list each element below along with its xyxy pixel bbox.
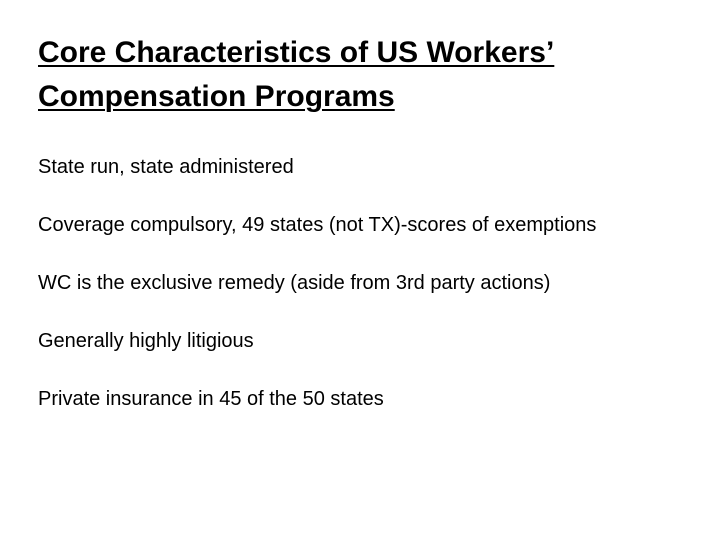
slide-title: Core Characteristics of US Workers’ Compensation Programs [38, 36, 555, 113]
bullet-item: WC is the exclusive remedy (aside from 3rd party actions) [38, 272, 551, 294]
bullet-item: Private insurance in 45 of the 50 states [38, 388, 384, 410]
bullet-item: Coverage compulsory, 49 states (not TX)-scores of exemptions [38, 214, 597, 236]
bullet-item: State run, state administered [38, 156, 294, 178]
bullet-list [38, 153, 688, 443]
bullet-item: Generally highly litigious [38, 330, 254, 352]
